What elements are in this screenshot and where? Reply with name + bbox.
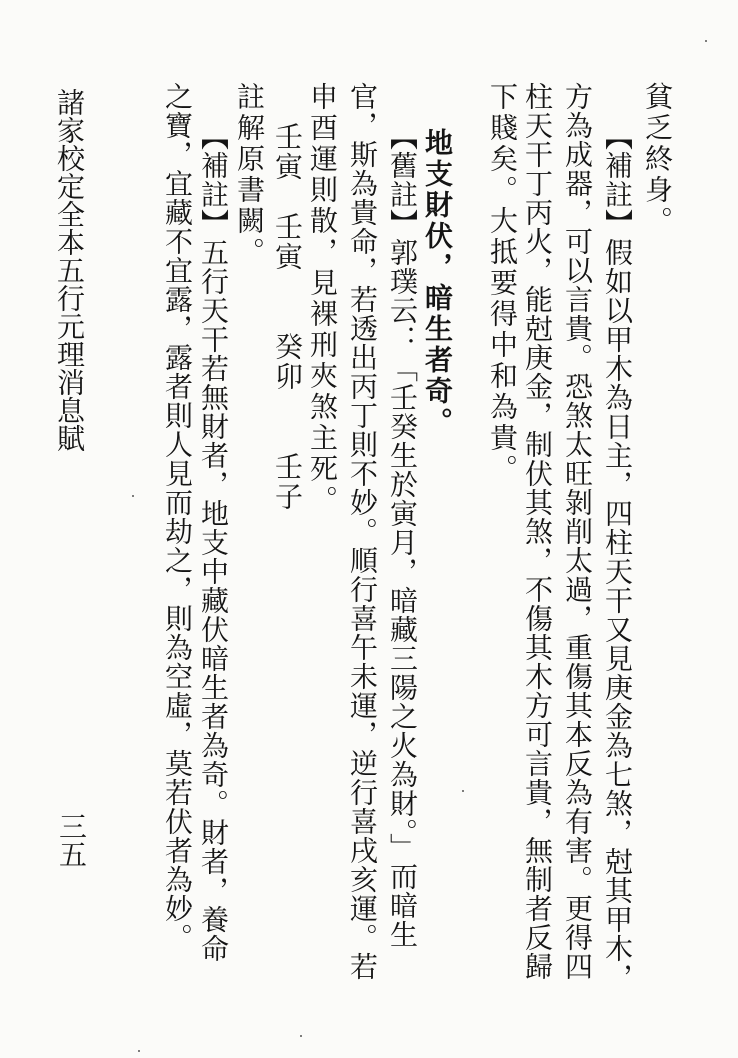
text-column-1: 貧乏終身。 <box>641 82 674 237</box>
text-column-2: 【補註】假如以甲木為日主，四柱天干又見庚金為七煞，尅其甲木， <box>601 122 634 992</box>
text-column-3: 方為成器，可以言貴。恐煞太旺剝削太過，重傷其本反為有害。更得四 <box>561 82 594 981</box>
text-column-8: 官，斯為貴命，若透出丙丁則不妙。順行喜午未運，逆行喜戌亥運。若 <box>346 82 379 981</box>
scan-speck <box>705 40 707 42</box>
text-column-13: 之寶，宜藏不宜露，露者則人見而劫之，則為空虛，莫若伏者為妙。 <box>161 82 194 952</box>
text-column-10-stems: 壬寅 壬寅 癸卯 壬子 <box>271 122 304 512</box>
scan-speck <box>300 1035 302 1037</box>
text-column-4: 柱天干丁丙火，能尅庚金，制伏其煞，不傷其木方可言貴，無制者反歸 <box>521 82 554 981</box>
text-column-12: 【補註】五行天干若無財者，地支中藏伏暗生者為奇。財者，養命 <box>197 122 230 963</box>
text-column-9: 申酉運則散，見裸刑夾煞主死。 <box>306 82 339 516</box>
text-column-5: 下賤矣。大抵要得中和為貴。 <box>486 82 519 485</box>
text-column-7: 【舊註】郭璞云：「壬癸生於寅月，暗藏三陽之火為財。」而暗生 <box>386 122 419 949</box>
page-number: 三五 <box>55 812 88 868</box>
text-column-11: 註解原書闕。 <box>233 82 266 268</box>
scan-speck <box>462 790 464 792</box>
scan-speck <box>138 1050 140 1052</box>
scan-speck <box>132 495 134 497</box>
text-column-6-heading: 地支財伏，暗生者奇。 <box>421 128 454 438</box>
book-title: 諸家校定全本五行元理消息賦 <box>53 88 86 452</box>
